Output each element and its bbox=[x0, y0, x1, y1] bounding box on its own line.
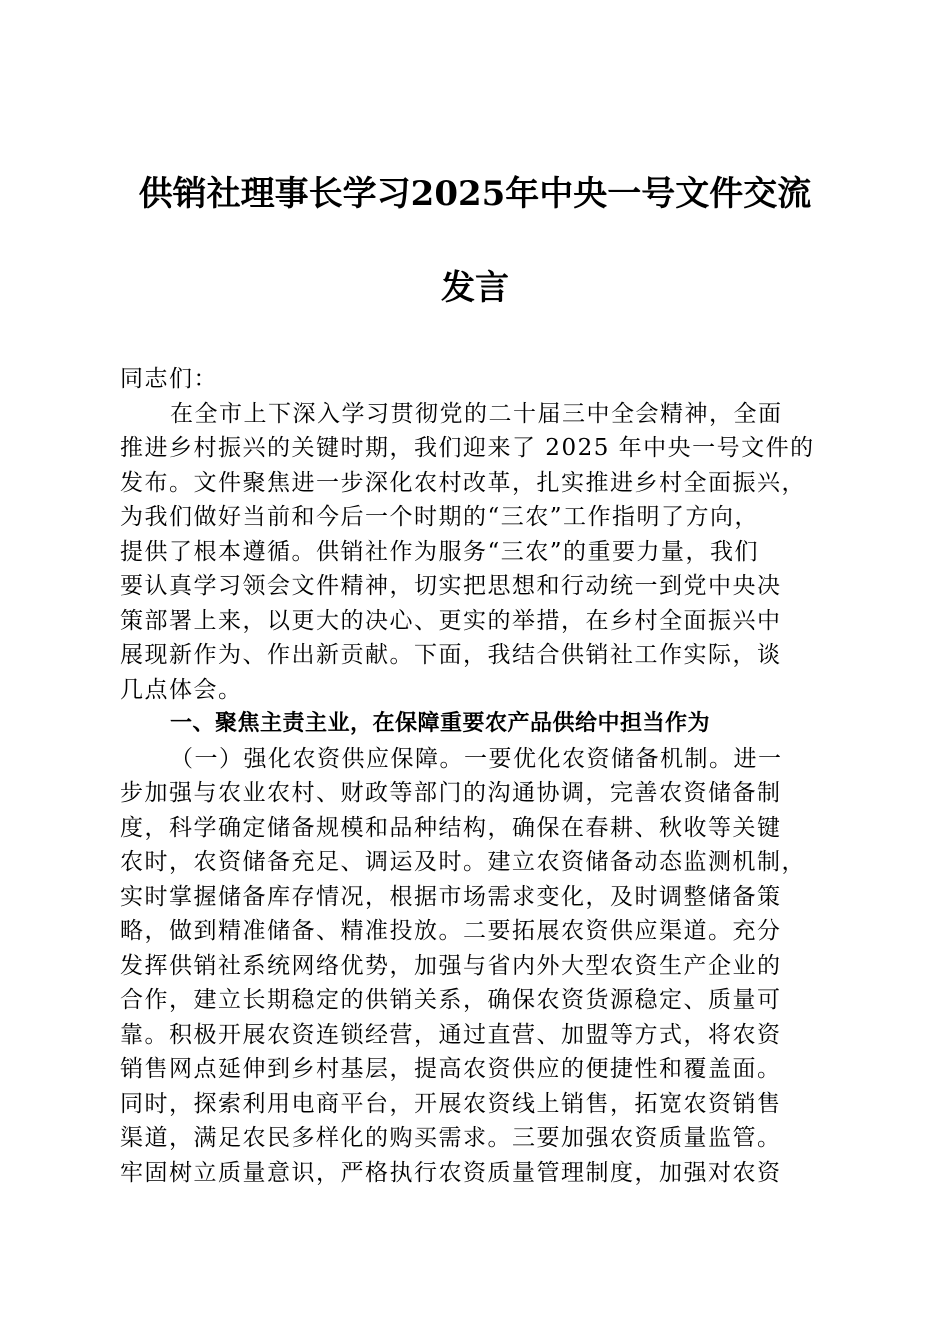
body-line: 渠道，满足农民多样化的购买需求。三要加强农资质量监管。 bbox=[120, 1125, 782, 1151]
body-line: 同时，探索利用电商平台，开展农资线上销售，拓宽农资销售 bbox=[120, 1090, 782, 1117]
body-line: 合作，建立长期稳定的供销关系，确保农资货源稳定、质量可 bbox=[120, 987, 782, 1013]
section-heading: 一、聚焦主责主业，在保障重要农产品供给中担当作为 bbox=[170, 711, 711, 736]
body-line: 略，做到精准储备、精准投放。二要拓展农资供应渠道。充分 bbox=[120, 918, 782, 944]
body-line: 几点体会。 bbox=[120, 676, 243, 703]
body-line: 推进乡村振兴的关键时期，我们迎来了 2025 年中央一号文件的 bbox=[120, 435, 815, 461]
body-line: 发布。文件聚焦进一步深化农村改革，扎实推进乡村全面振兴， bbox=[120, 469, 806, 496]
body-line: （一）强化农资供应保障。一要优化农资储备机制。进一 bbox=[170, 745, 783, 772]
body-line: 同志们： bbox=[120, 366, 218, 392]
document-title-line-2: 发言 bbox=[441, 268, 509, 308]
body-line: 展现新作为、作出新贡献。下面，我结合供销社工作实际，谈 bbox=[120, 642, 782, 668]
body-line: 步加强与农业农村、财政等部门的沟通协调，完善农资储备制 bbox=[120, 780, 782, 806]
body-line: 度，科学确定储备规模和品种结构，确保在春耕、秋收等关键 bbox=[120, 814, 782, 841]
document-body bbox=[120, 362, 825, 1190]
body-line: 销售网点延伸到乡村基层，提高农资供应的便捷性和覆盖面。 bbox=[120, 1056, 782, 1082]
body-line: 为我们做好当前和今后一个时期的“三农”工作指明了方向， bbox=[120, 504, 760, 530]
body-line: 策部署上来，以更大的决心、更实的举措，在乡村全面振兴中 bbox=[120, 607, 782, 634]
body-line: 实时掌握储备库存情况，根据市场需求变化，及时调整储备策 bbox=[120, 883, 782, 910]
document-title-line-1: 供销社理事长学习2025年中央一号文件交流 bbox=[138, 174, 812, 214]
body-line: 在全市上下深入学习贯彻党的二十届三中全会精神，全面 bbox=[170, 400, 783, 427]
body-line: 发挥供销社系统网络优势，加强与省内外大型农资生产企业的 bbox=[120, 952, 782, 979]
body-line: 提供了根本遵循。供销社作为服务“三农”的重要力量，我们 bbox=[120, 538, 760, 565]
body-line: 靠。积极开展农资连锁经营，通过直营、加盟等方式，将农资 bbox=[120, 1021, 782, 1048]
body-line: 牢固树立质量意识，严格执行农资质量管理制度，加强对农资 bbox=[120, 1159, 782, 1186]
body-line: 要认真学习领会文件精神，切实把思想和行动统一到党中央决 bbox=[120, 573, 782, 599]
body-line: 农时，农资储备充足、调运及时。建立农资储备动态监测机制， bbox=[120, 849, 806, 875]
